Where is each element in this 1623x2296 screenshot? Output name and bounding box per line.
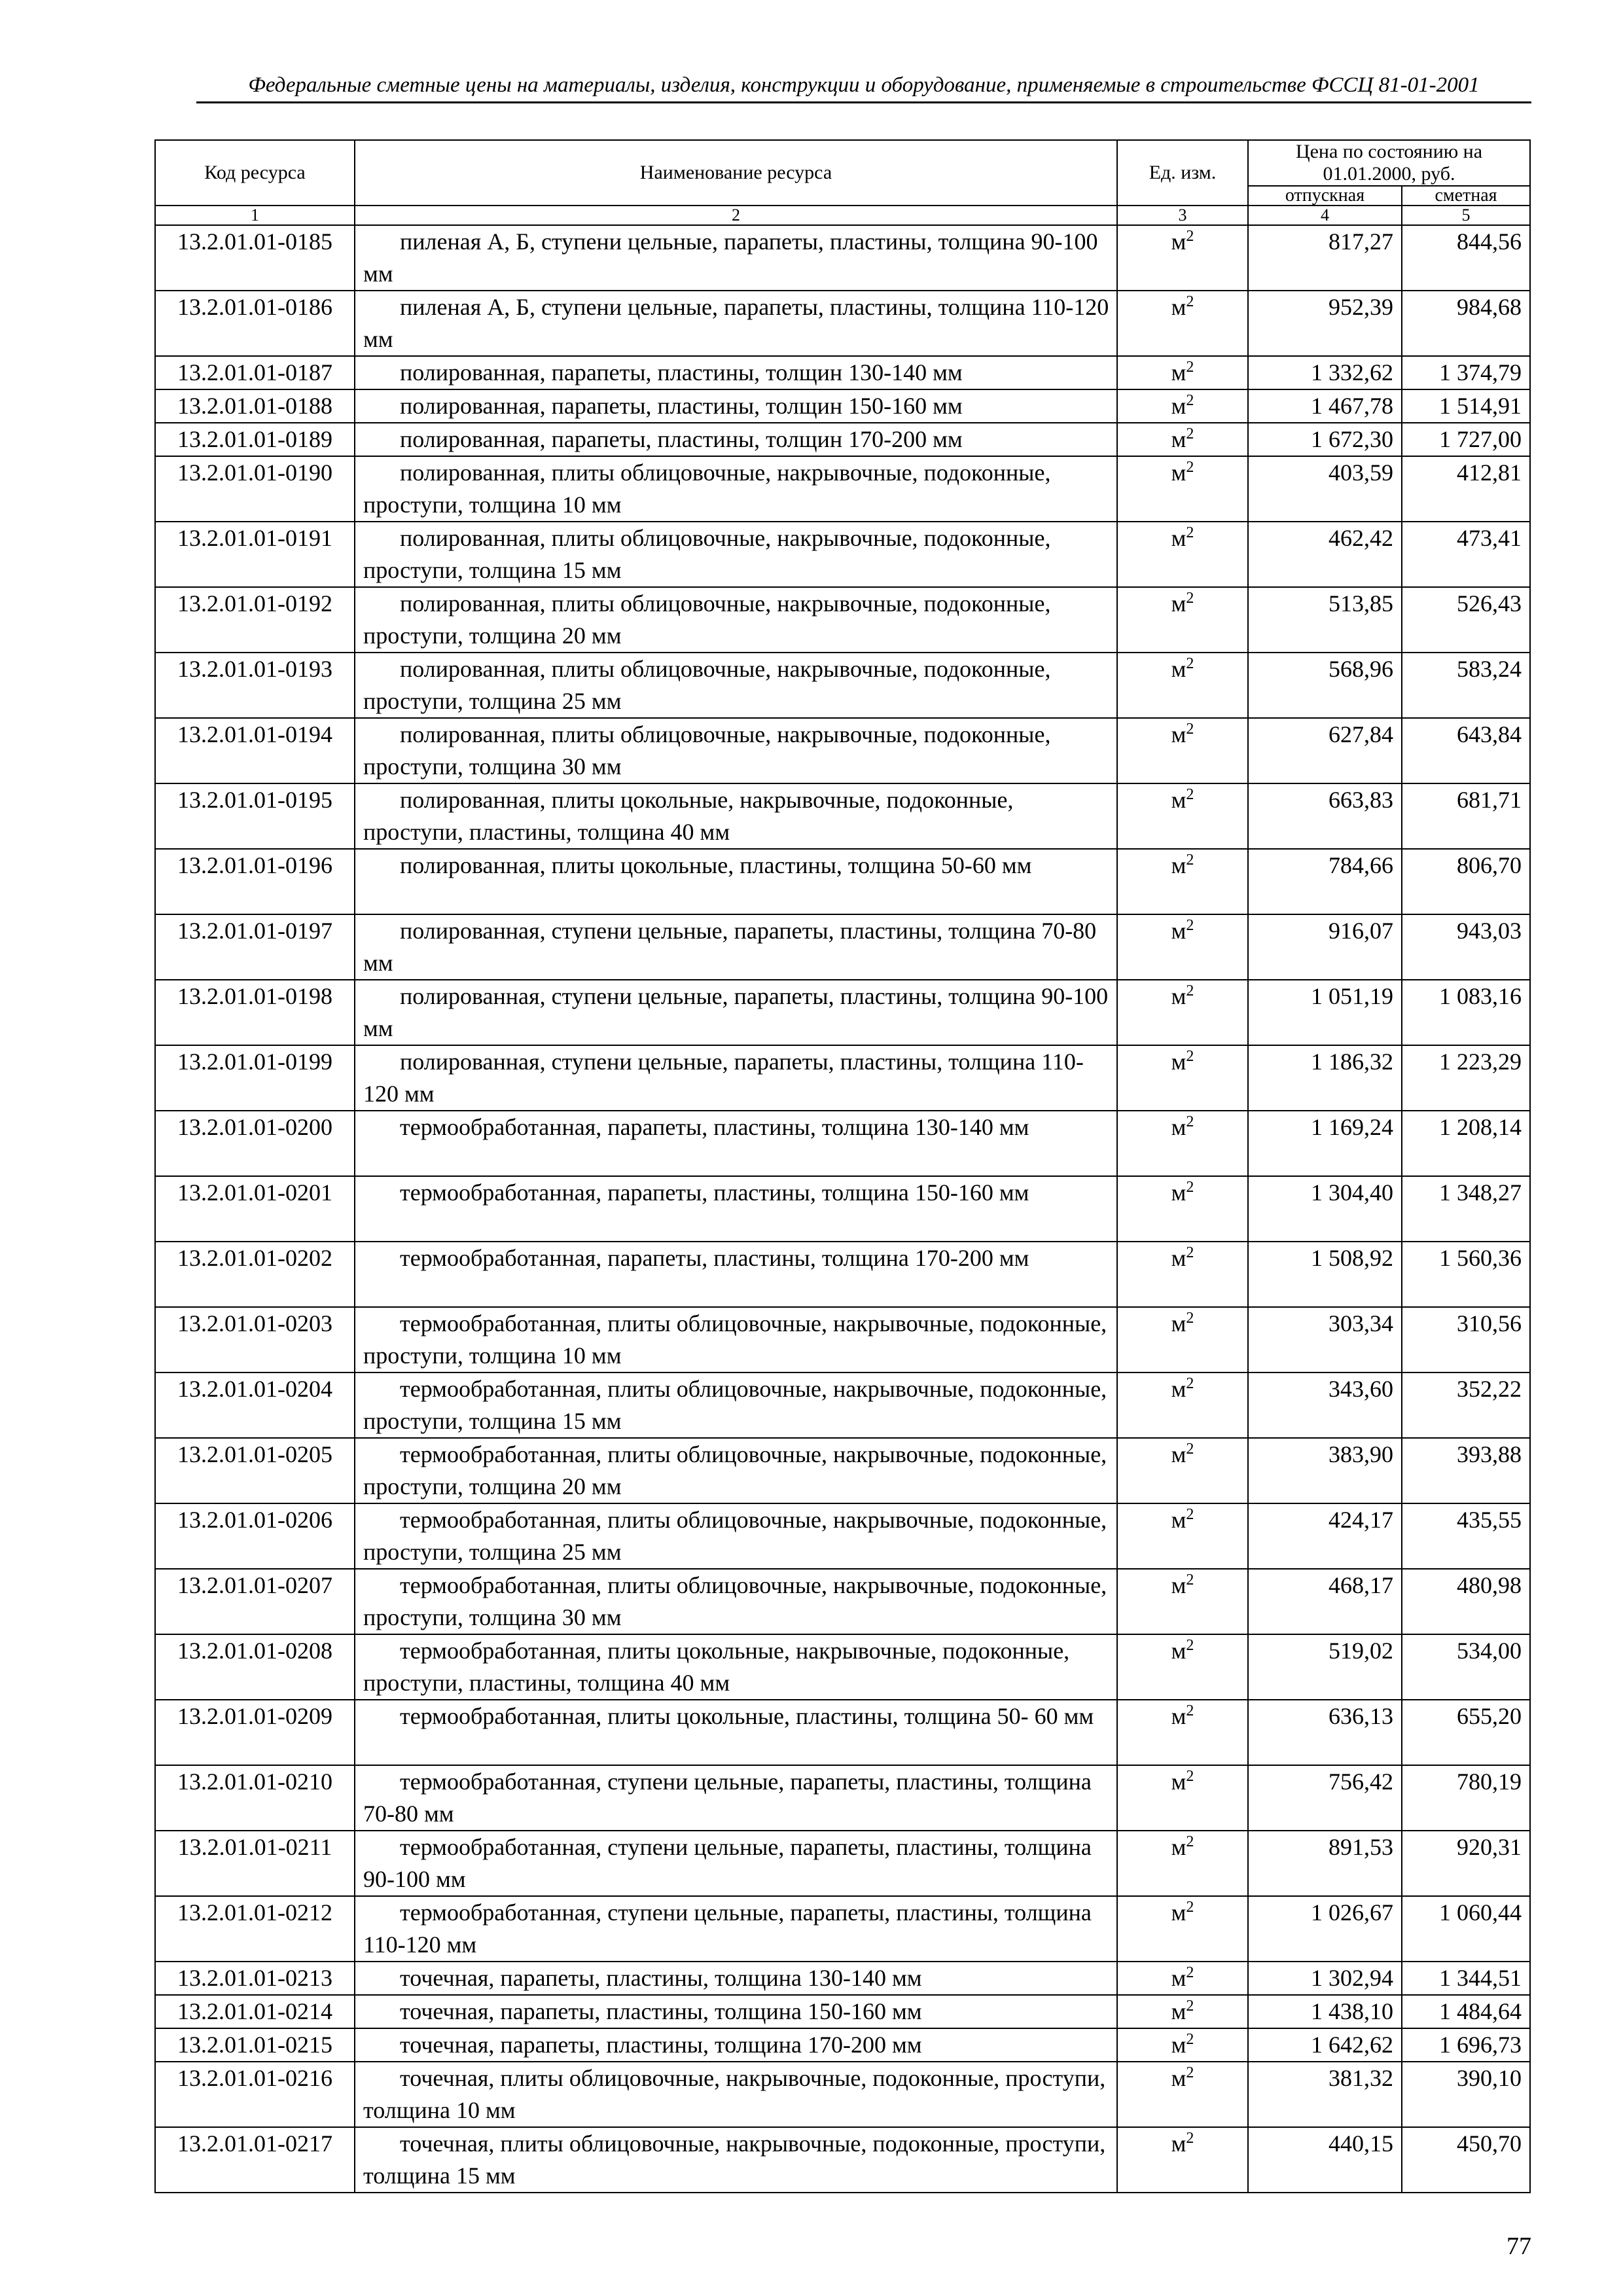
unit <box>1117 1372 1248 1438</box>
resource-name: термообработанная, плиты облицовочные, накрывочные, подоконные, проступи, толщина 30 мм <box>355 1569 1117 1634</box>
estimate-price: 1 348,27 <box>1402 1176 1530 1242</box>
header-price: Цена по состоянию на 01.01.2000, руб. <box>1248 140 1530 186</box>
release-price: 1 467,78 <box>1248 389 1402 423</box>
resource-name: полированная, плиты облицовочные, накрывочные, подоконные, проступи, толщина 25 мм <box>355 653 1117 718</box>
resource-name: полированная, ступени цельные, парапеты, пластины, толщина 110-120 мм <box>355 1045 1117 1111</box>
unit <box>1117 1634 1248 1700</box>
table-row <box>155 1765 1530 1831</box>
unit-superscript: 2 <box>1186 2130 1194 2147</box>
unit-superscript: 2 <box>1186 1310 1194 1327</box>
unit-superscript: 2 <box>1186 2064 1194 2081</box>
release-price: 784,66 <box>1248 849 1402 914</box>
table-row <box>155 1896 1530 1962</box>
unit-superscript: 2 <box>1186 293 1194 310</box>
estimate-price: 473,41 <box>1402 522 1530 587</box>
unit-superscript: 2 <box>1186 1375 1194 1392</box>
resource-code: 13.2.01.01-0201 <box>155 1176 355 1242</box>
estimate-price: 806,70 <box>1402 849 1530 914</box>
release-price: 1 026,67 <box>1248 1896 1402 1962</box>
resource-name: термообработанная, парапеты, пластины, толщина 170-200 мм <box>355 1242 1117 1307</box>
release-price: 1 438,10 <box>1248 1995 1402 2028</box>
unit-superscript: 2 <box>1186 1998 1194 2015</box>
release-price: 1 332,62 <box>1248 356 1402 389</box>
table-row <box>155 1176 1530 1242</box>
unit <box>1117 718 1248 783</box>
unit <box>1117 1700 1248 1765</box>
unit <box>1117 456 1248 522</box>
resource-code: 13.2.01.01-0211 <box>155 1831 355 1896</box>
header-code: Код ресурса <box>155 140 355 206</box>
column-number: 4 <box>1248 206 1402 225</box>
unit-text: м <box>1171 1768 1186 1795</box>
estimate-price: 1 374,79 <box>1402 356 1530 389</box>
estimate-price: 1 696,73 <box>1402 2028 1530 2062</box>
unit <box>1117 1569 1248 1634</box>
release-price: 756,42 <box>1248 1765 1402 1831</box>
resource-name: полированная, плиты цокольные, накрывочные, подоконные, проступи, пластины, толщина 40 мм <box>355 783 1117 849</box>
estimate-price: 681,71 <box>1402 783 1530 849</box>
estimate-price: 450,70 <box>1402 2127 1530 2193</box>
unit <box>1117 2127 1248 2193</box>
release-price: 468,17 <box>1248 1569 1402 1634</box>
table-row <box>155 2028 1530 2062</box>
unit-superscript: 2 <box>1186 1441 1194 1458</box>
unit-superscript: 2 <box>1186 359 1194 376</box>
header-name: Наименование ресурса <box>355 140 1117 206</box>
resource-code: 13.2.01.01-0192 <box>155 587 355 653</box>
resource-name: точечная, парапеты, пластины, толщина 170-200 мм <box>355 2028 1117 2062</box>
resource-code: 13.2.01.01-0203 <box>155 1307 355 1372</box>
estimate-price: 393,88 <box>1402 1438 1530 1503</box>
estimate-price: 412,81 <box>1402 456 1530 522</box>
resource-code: 13.2.01.01-0200 <box>155 1111 355 1176</box>
table-body <box>155 225 1530 2193</box>
unit-text: м <box>1171 2032 1186 2058</box>
table-row <box>155 653 1530 718</box>
unit-text: м <box>1171 1572 1186 1598</box>
release-price: 1 304,40 <box>1248 1176 1402 1242</box>
table-row <box>155 2127 1530 2193</box>
table-row <box>155 1569 1530 1634</box>
unit <box>1117 1503 1248 1569</box>
unit-superscript: 2 <box>1186 1506 1194 1523</box>
unit-text: м <box>1171 1703 1186 1729</box>
release-price: 381,32 <box>1248 2062 1402 2127</box>
unit-text: м <box>1171 359 1186 386</box>
table-row <box>155 783 1530 849</box>
resource-code: 13.2.01.01-0196 <box>155 849 355 914</box>
unit-superscript: 2 <box>1186 1899 1194 1916</box>
table-row <box>155 2062 1530 2127</box>
unit-superscript: 2 <box>1186 1637 1194 1654</box>
unit <box>1117 1242 1248 1307</box>
unit-text: м <box>1171 426 1186 452</box>
resource-code: 13.2.01.01-0193 <box>155 653 355 718</box>
unit <box>1117 423 1248 456</box>
resource-code: 13.2.01.01-0188 <box>155 389 355 423</box>
resource-name: термообработанная, плиты цокольные, накрывочные, подоконные, проступи, пластины, толщина 40 мм <box>355 1634 1117 1700</box>
unit <box>1117 1765 1248 1831</box>
release-price: 636,13 <box>1248 1700 1402 1765</box>
release-price: 627,84 <box>1248 718 1402 783</box>
unit-superscript: 2 <box>1186 1768 1194 1785</box>
estimate-price: 1 484,64 <box>1402 1995 1530 2028</box>
estimate-price: 655,20 <box>1402 1700 1530 1765</box>
table-row <box>155 356 1530 389</box>
resource-name: точечная, плиты облицовочные, накрывочные, подоконные, проступи, толщина 15 мм <box>355 2127 1117 2193</box>
table-row <box>155 1438 1530 1503</box>
estimate-price: 534,00 <box>1402 1634 1530 1700</box>
table-row <box>155 980 1530 1045</box>
release-price: 663,83 <box>1248 783 1402 849</box>
release-price: 1 672,30 <box>1248 423 1402 456</box>
unit <box>1117 914 1248 980</box>
resource-code: 13.2.01.01-0215 <box>155 2028 355 2062</box>
resource-name: полированная, плиты облицовочные, накрывочные, подоконные, проступи, толщина 15 мм <box>355 522 1117 587</box>
table-row <box>155 1962 1530 1995</box>
column-number: 3 <box>1117 206 1248 225</box>
release-price: 383,90 <box>1248 1438 1402 1503</box>
estimate-price: 643,84 <box>1402 718 1530 783</box>
unit <box>1117 1176 1248 1242</box>
release-price: 519,02 <box>1248 1634 1402 1700</box>
unit <box>1117 1307 1248 1372</box>
resource-name: полированная, парапеты, пластины, толщин 130-140 мм <box>355 356 1117 389</box>
estimate-price: 920,31 <box>1402 1831 1530 1896</box>
unit-text: м <box>1171 1049 1186 1075</box>
unit <box>1117 587 1248 653</box>
resource-name: полированная, плиты облицовочные, накрывочные, подоконные, проступи, толщина 20 мм <box>355 587 1117 653</box>
estimate-price: 844,56 <box>1402 225 1530 291</box>
table-row <box>155 587 1530 653</box>
table-row <box>155 718 1530 783</box>
release-price: 1 186,32 <box>1248 1045 1402 1111</box>
unit <box>1117 2028 1248 2062</box>
unit-text: м <box>1171 983 1186 1009</box>
unit <box>1117 1438 1248 1503</box>
estimate-price: 526,43 <box>1402 587 1530 653</box>
unit-text: м <box>1171 1114 1186 1140</box>
release-price: 303,34 <box>1248 1307 1402 1372</box>
estimate-price: 1 208,14 <box>1402 1111 1530 1176</box>
unit <box>1117 1962 1248 1995</box>
table-row <box>155 1242 1530 1307</box>
resource-name: термообработанная, плиты облицовочные, накрывочные, подоконные, проступи, толщина 20 мм <box>355 1438 1117 1503</box>
unit-superscript: 2 <box>1186 1702 1194 1719</box>
release-price: 403,59 <box>1248 456 1402 522</box>
unit <box>1117 356 1248 389</box>
resource-name: пиленая А, Б, ступени цельные, парапеты, пластины, толщина 110-120 мм <box>355 291 1117 356</box>
unit <box>1117 1995 1248 2028</box>
unit <box>1117 522 1248 587</box>
table-row <box>155 1307 1530 1372</box>
header-unit: Ед. изм. <box>1117 140 1248 206</box>
unit-superscript: 2 <box>1186 655 1194 672</box>
unit-superscript: 2 <box>1186 425 1194 442</box>
table-row <box>155 1111 1530 1176</box>
release-price: 891,53 <box>1248 1831 1402 1896</box>
resource-code: 13.2.01.01-0191 <box>155 522 355 587</box>
table-row <box>155 1700 1530 1765</box>
release-price: 568,96 <box>1248 653 1402 718</box>
resource-name: термообработанная, ступени цельные, парапеты, пластины, толщина 90-100 мм <box>355 1831 1117 1896</box>
table-row <box>155 291 1530 356</box>
unit-text: м <box>1171 294 1186 320</box>
estimate-price: 984,68 <box>1402 291 1530 356</box>
release-price: 952,39 <box>1248 291 1402 356</box>
estimate-price: 583,24 <box>1402 653 1530 718</box>
unit-superscript: 2 <box>1186 1571 1194 1588</box>
estimate-price: 1 344,51 <box>1402 1962 1530 1995</box>
unit-superscript: 2 <box>1186 982 1194 999</box>
unit-text: м <box>1171 852 1186 878</box>
resource-code: 13.2.01.01-0190 <box>155 456 355 522</box>
table-row <box>155 914 1530 980</box>
unit-text: м <box>1171 228 1186 255</box>
resource-name: термообработанная, плиты облицовочные, накрывочные, подоконные, проступи, толщина 25 мм <box>355 1503 1117 1569</box>
unit-text: м <box>1171 1441 1186 1467</box>
unit-text: м <box>1171 787 1186 813</box>
unit-text: м <box>1171 1638 1186 1664</box>
table-row <box>155 1503 1530 1569</box>
resource-price-table <box>154 139 1531 2193</box>
resource-code: 13.2.01.01-0216 <box>155 2062 355 2127</box>
unit-text: м <box>1171 2065 1186 2091</box>
estimate-price: 1 560,36 <box>1402 1242 1530 1307</box>
estimate-price: 390,10 <box>1402 2062 1530 2127</box>
table-row <box>155 522 1530 587</box>
header-release-price: отпускная <box>1248 186 1402 206</box>
unit-superscript: 2 <box>1186 852 1194 869</box>
resource-code: 13.2.01.01-0185 <box>155 225 355 291</box>
resource-code: 13.2.01.01-0204 <box>155 1372 355 1438</box>
unit-superscript: 2 <box>1186 392 1194 409</box>
unit <box>1117 389 1248 423</box>
resource-name: термообработанная, парапеты, пластины, толщина 150-160 мм <box>355 1176 1117 1242</box>
estimate-price: 1 514,91 <box>1402 389 1530 423</box>
unit-text: м <box>1171 590 1186 617</box>
resource-code: 13.2.01.01-0197 <box>155 914 355 980</box>
column-number: 1 <box>155 206 355 225</box>
unit <box>1117 1111 1248 1176</box>
resource-name: пиленая А, Б, ступени цельные, парапеты, пластины, толщина 90-100 мм <box>355 225 1117 291</box>
resource-code: 13.2.01.01-0213 <box>155 1962 355 1995</box>
unit-superscript: 2 <box>1186 2031 1194 2048</box>
resource-code: 13.2.01.01-0189 <box>155 423 355 456</box>
resource-name: точечная, парапеты, пластины, толщина 130-140 мм <box>355 1962 1117 1995</box>
page-header: Федеральные сметные цены на материалы, изделия, конструкции и оборудование, применяемые в строительстве ФССЦ 81-01-2001 <box>248 73 1480 97</box>
unit-text: м <box>1171 1998 1186 2024</box>
table-row <box>155 389 1530 423</box>
unit <box>1117 849 1248 914</box>
release-price: 1 642,62 <box>1248 2028 1402 2062</box>
unit <box>1117 783 1248 849</box>
resource-code: 13.2.01.01-0199 <box>155 1045 355 1111</box>
table-row <box>155 1995 1530 2028</box>
unit-superscript: 2 <box>1186 228 1194 245</box>
unit-text: м <box>1171 2130 1186 2157</box>
estimate-price: 480,98 <box>1402 1569 1530 1634</box>
unit-text: м <box>1171 393 1186 419</box>
unit-superscript: 2 <box>1186 1244 1194 1261</box>
estimate-price: 1 083,16 <box>1402 980 1530 1045</box>
unit-superscript: 2 <box>1186 786 1194 803</box>
release-price: 1 051,19 <box>1248 980 1402 1045</box>
unit-superscript: 2 <box>1186 1113 1194 1130</box>
estimate-price: 435,55 <box>1402 1503 1530 1569</box>
resource-name: полированная, парапеты, пластины, толщин 150-160 мм <box>355 389 1117 423</box>
table-row <box>155 1372 1530 1438</box>
unit-text: м <box>1171 918 1186 944</box>
column-number: 2 <box>355 206 1117 225</box>
unit <box>1117 291 1248 356</box>
unit-text: м <box>1171 1965 1186 1991</box>
resource-code: 13.2.01.01-0210 <box>155 1765 355 1831</box>
unit-text: м <box>1171 1899 1186 1926</box>
unit-text: м <box>1171 1245 1186 1271</box>
resource-code: 13.2.01.01-0195 <box>155 783 355 849</box>
release-price: 916,07 <box>1248 914 1402 980</box>
header-estimate-price: сметная <box>1402 186 1530 206</box>
resource-code: 13.2.01.01-0217 <box>155 2127 355 2193</box>
estimate-price: 310,56 <box>1402 1307 1530 1372</box>
resource-name: полированная, парапеты, пластины, толщин 170-200 мм <box>355 423 1117 456</box>
resource-name: термообработанная, плиты облицовочные, накрывочные, подоконные, проступи, толщина 15 мм <box>355 1372 1117 1438</box>
unit-superscript: 2 <box>1186 459 1194 476</box>
resource-name: полированная, ступени цельные, парапеты, пластины, толщина 90-100 мм <box>355 980 1117 1045</box>
table-row <box>155 225 1530 291</box>
unit-superscript: 2 <box>1186 917 1194 934</box>
unit <box>1117 1896 1248 1962</box>
unit-text: м <box>1171 1179 1186 1206</box>
unit-text: м <box>1171 1310 1186 1336</box>
unit-superscript: 2 <box>1186 721 1194 738</box>
resource-name: точечная, парапеты, пластины, толщина 150-160 мм <box>355 1995 1117 2028</box>
release-price: 462,42 <box>1248 522 1402 587</box>
resource-code: 13.2.01.01-0208 <box>155 1634 355 1700</box>
table-row <box>155 423 1530 456</box>
resource-name: термообработанная, плиты облицовочные, накрывочные, подоконные, проступи, толщина 10 мм <box>355 1307 1117 1372</box>
resource-code: 13.2.01.01-0206 <box>155 1503 355 1569</box>
page-number: 77 <box>1507 2233 1531 2260</box>
estimate-price: 943,03 <box>1402 914 1530 980</box>
resource-code: 13.2.01.01-0187 <box>155 356 355 389</box>
unit-superscript: 2 <box>1186 1833 1194 1850</box>
resource-name: термообработанная, плиты цокольные, пластины, толщина 50- 60 мм <box>355 1700 1117 1765</box>
table-row <box>155 1831 1530 1896</box>
table-row <box>155 1634 1530 1700</box>
estimate-price: 1 060,44 <box>1402 1896 1530 1962</box>
resource-name: термообработанная, парапеты, пластины, толщина 130-140 мм <box>355 1111 1117 1176</box>
resource-code: 13.2.01.01-0209 <box>155 1700 355 1765</box>
unit <box>1117 225 1248 291</box>
unit <box>1117 2062 1248 2127</box>
table-row <box>155 456 1530 522</box>
unit-superscript: 2 <box>1186 590 1194 607</box>
unit <box>1117 653 1248 718</box>
release-price: 513,85 <box>1248 587 1402 653</box>
table-row <box>155 849 1530 914</box>
estimate-price: 1 727,00 <box>1402 423 1530 456</box>
unit-text: м <box>1171 721 1186 747</box>
unit-superscript: 2 <box>1186 1179 1194 1196</box>
unit-superscript: 2 <box>1186 1048 1194 1065</box>
release-price: 817,27 <box>1248 225 1402 291</box>
table-row <box>155 1045 1530 1111</box>
resource-name: полированная, плиты облицовочные, накрывочные, подоконные, проступи, толщина 10 мм <box>355 456 1117 522</box>
estimate-price: 352,22 <box>1402 1372 1530 1438</box>
unit-text: м <box>1171 1376 1186 1402</box>
release-price: 1 508,92 <box>1248 1242 1402 1307</box>
unit-text: м <box>1171 1834 1186 1860</box>
unit-text: м <box>1171 459 1186 486</box>
unit-superscript: 2 <box>1186 1964 1194 1981</box>
unit <box>1117 1045 1248 1111</box>
resource-name: полированная, ступени цельные, парапеты, пластины, толщина 70-80 мм <box>355 914 1117 980</box>
resource-name: термообработанная, ступени цельные, парапеты, пластины, толщина 110-120 мм <box>355 1896 1117 1962</box>
unit-superscript: 2 <box>1186 524 1194 541</box>
unit-text: м <box>1171 1507 1186 1533</box>
release-price: 1 169,24 <box>1248 1111 1402 1176</box>
resource-code: 13.2.01.01-0198 <box>155 980 355 1045</box>
column-number: 5 <box>1402 206 1530 225</box>
unit <box>1117 980 1248 1045</box>
release-price: 424,17 <box>1248 1503 1402 1569</box>
resource-code: 13.2.01.01-0207 <box>155 1569 355 1634</box>
header-rule <box>196 101 1531 103</box>
resource-code: 13.2.01.01-0194 <box>155 718 355 783</box>
unit-text: м <box>1171 656 1186 682</box>
estimate-price: 1 223,29 <box>1402 1045 1530 1111</box>
resource-name: полированная, плиты цокольные, пластины, толщина 50-60 мм <box>355 849 1117 914</box>
release-price: 440,15 <box>1248 2127 1402 2193</box>
resource-code: 13.2.01.01-0205 <box>155 1438 355 1503</box>
resource-name: термообработанная, ступени цельные, парапеты, пластины, толщина 70-80 мм <box>355 1765 1117 1831</box>
resource-name: полированная, плиты облицовочные, накрывочные, подоконные, проступи, толщина 30 мм <box>355 718 1117 783</box>
resource-code: 13.2.01.01-0186 <box>155 291 355 356</box>
release-price: 1 302,94 <box>1248 1962 1402 1995</box>
resource-code: 13.2.01.01-0212 <box>155 1896 355 1962</box>
estimate-price: 780,19 <box>1402 1765 1530 1831</box>
release-price: 343,60 <box>1248 1372 1402 1438</box>
unit-text: м <box>1171 525 1186 551</box>
resource-code: 13.2.01.01-0214 <box>155 1995 355 2028</box>
resource-code: 13.2.01.01-0202 <box>155 1242 355 1307</box>
resource-name: точечная, плиты облицовочные, накрывочные, подоконные, проступи, толщина 10 мм <box>355 2062 1117 2127</box>
unit <box>1117 1831 1248 1896</box>
